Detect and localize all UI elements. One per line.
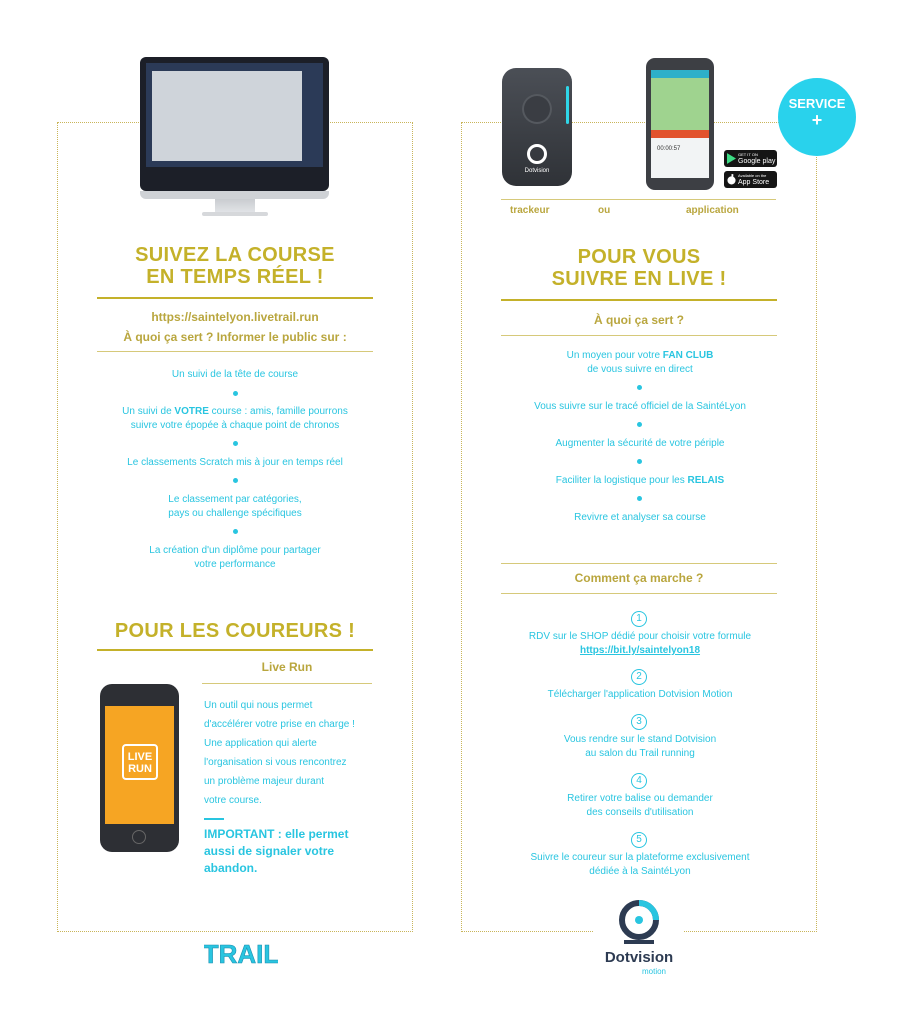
step-4: Retirer votre balise ou demander des conseils d'utilisation bbox=[567, 793, 713, 818]
right-title-rule bbox=[501, 299, 777, 301]
bullet-dot bbox=[637, 422, 642, 427]
step-3: Vous rendre sur le stand Dotvision au salon du Trail running bbox=[563, 734, 717, 759]
trail-logo bbox=[204, 940, 278, 968]
right-question: À quoi ça sert ? bbox=[593, 313, 685, 327]
svg-text:TRAIL: TRAIL bbox=[204, 940, 278, 968]
how-title: Comment ça marche ? bbox=[574, 571, 704, 585]
bullet-dot bbox=[637, 385, 642, 390]
right-divider bbox=[501, 335, 777, 336]
how-divider-bottom bbox=[501, 593, 777, 594]
livetrail-url[interactable]: https://saintelyon.livetrail.run bbox=[151, 310, 319, 324]
live-run-description: Un outil qui nous permet d'accélérer votre prise en charge ! Une application qui alerte l'organisation si vous rencontrez un problème majeur durant votre course. bbox=[204, 700, 355, 806]
step-5: Suivre le coureur sur la plateforme exclusivement dédiée à la SaintéLyon bbox=[530, 852, 750, 877]
google-play-button[interactable]: GET IT ON Google play bbox=[724, 150, 777, 167]
left-title-rule bbox=[97, 297, 373, 299]
bullet-dot bbox=[233, 529, 238, 534]
use-item-4: Faciliter la logistique pour les RELAIS bbox=[555, 475, 725, 486]
service-plus-badge: SERVICE + bbox=[778, 78, 856, 156]
bullet-dot bbox=[637, 496, 642, 501]
use-item-1: Un moyen pour votre FAN CLUB de vous suivre en direct bbox=[566, 350, 714, 375]
step-number-3: 3 bbox=[631, 714, 647, 730]
feature-item-5: La création d'un diplôme pour partager votre performance bbox=[149, 545, 321, 570]
runners-title: POUR LES COUREURS ! bbox=[114, 620, 356, 642]
live-run-logo: LIVE RUN bbox=[122, 744, 158, 780]
device-divider bbox=[501, 199, 776, 200]
or-label: ou bbox=[598, 205, 611, 216]
bullet-dot bbox=[233, 391, 238, 396]
svg-text:motion: motion bbox=[641, 967, 667, 976]
bullet-dot bbox=[233, 478, 238, 483]
right-title: POUR VOUS SUIVRE EN LIVE ! bbox=[551, 246, 727, 290]
tracker-label: trackeur bbox=[510, 205, 550, 216]
dotvision-motion-logo bbox=[594, 896, 684, 980]
important-note: IMPORTANT : elle permet aussi de signaler votre abandon. bbox=[204, 827, 349, 875]
how-divider-top bbox=[501, 563, 777, 564]
svg-text:Dotvision: Dotvision bbox=[604, 949, 674, 966]
application-label: application bbox=[686, 205, 739, 216]
step-number-1: 1 bbox=[631, 611, 647, 627]
bullet-dot bbox=[233, 441, 238, 446]
shop-link[interactable]: https://bit.ly/saintelyon18 bbox=[579, 645, 701, 656]
important-rule bbox=[204, 818, 224, 820]
step-1: RDV sur le SHOP dédié pour choisir votre formule https://bit.ly/saintelyon18 bbox=[485, 630, 795, 658]
left-divider bbox=[97, 351, 373, 352]
bullet-dot bbox=[637, 459, 642, 464]
live-run-divider bbox=[202, 683, 372, 684]
app-store-button[interactable]: Available on the App Store bbox=[724, 171, 777, 188]
step-number-2: 2 bbox=[631, 669, 647, 685]
left-title: SUIVEZ LA COURSE EN TEMPS RÉEL ! bbox=[135, 244, 335, 288]
monitor-image bbox=[140, 57, 329, 217]
live-run-label: Live Run bbox=[261, 660, 313, 674]
app-phone: 00:00:57 bbox=[646, 58, 714, 190]
use-item-2: Vous suivre sur le tracé officiel de la SaintéLyon bbox=[534, 401, 746, 412]
feature-item-3: Le classements Scratch mis à jour en temps réel bbox=[127, 457, 343, 468]
feature-item-1: Un suivi de la tête de course bbox=[171, 369, 299, 380]
use-item-3: Augmenter la sécurité de votre périple bbox=[555, 438, 725, 449]
step-2: Télécharger l'application Dotvision Motion bbox=[547, 689, 733, 700]
runners-rule bbox=[97, 649, 373, 651]
live-run-phone bbox=[100, 684, 179, 852]
feature-item-4: Le classement par catégories, pays ou challenge spécifiques bbox=[168, 494, 302, 519]
step-number-4: 4 bbox=[631, 773, 647, 789]
tracker-device: Dotvision bbox=[502, 68, 572, 186]
step-number-5: 5 bbox=[631, 832, 647, 848]
left-question: À quoi ça sert ? Informer le public sur : bbox=[123, 330, 347, 344]
use-item-5: Revivre et analyser sa course bbox=[574, 512, 706, 523]
feature-item-2: Un suivi de VOTRE course : amis, famille pourrons suivre votre épopée à chaque point de chronos bbox=[122, 406, 348, 431]
